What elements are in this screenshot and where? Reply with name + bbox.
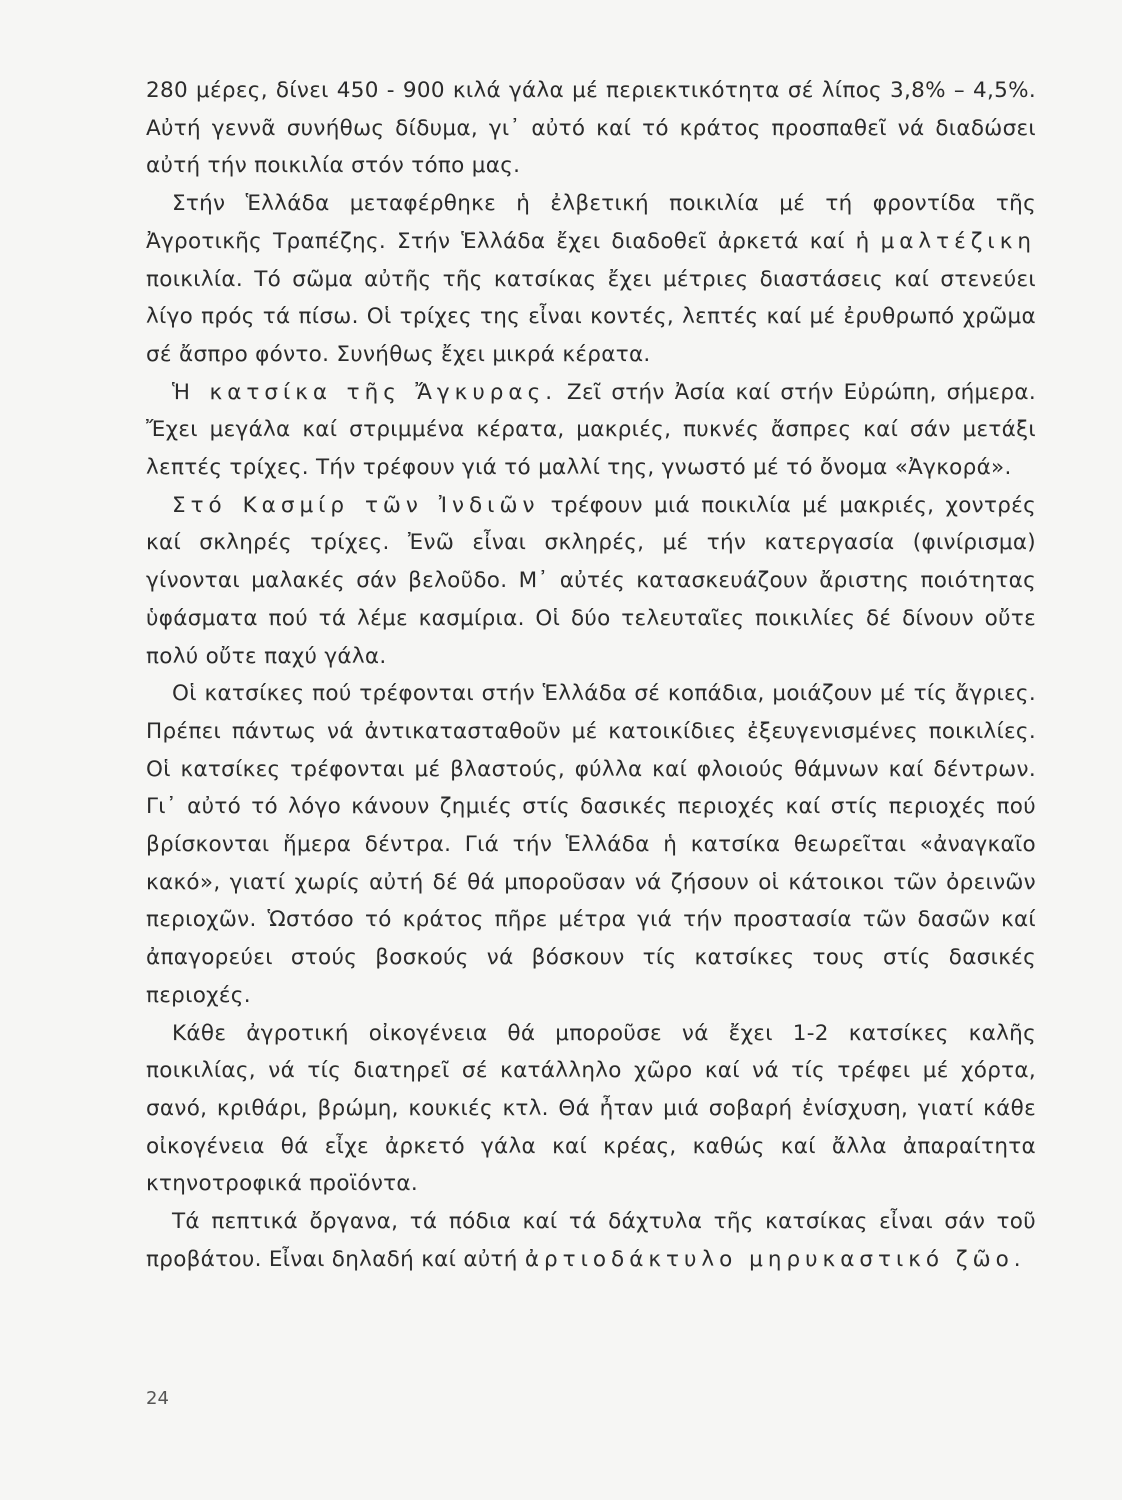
paragraph-7-text: Τά πεπτικά ὄργανα, τά πόδια καί τά δάχτυλα τῆς κατσίκας εἶναι σάν τοῦ προβάτου. Εἶναι δηλαδή καί αὐτή: [146, 1209, 1036, 1272]
paragraph-3: [146, 374, 1036, 487]
heading-kashmir: Στό Κασμίρ τῶν Ἰνδιῶν: [172, 492, 540, 518]
heading-ankara-goat: Ἡ κατσίκα τῆς Ἄγκυρας.: [172, 379, 558, 405]
paragraph-4-text: τρέφουν μιά ποικιλία μέ μακριές, χοντρές καί σκληρές τρίχες. Ἐνῶ εἶναι σκληρές, μέ τήν κατεργασία (φινίρισμα) γίνονται μαλακές σάν βελοῦδο. Μ᾽ αὐτές κατασκευάζουν ἄριστης ποιότητας ὑφάσματα πού τά λέμε κασμίρια. Οἱ δύο τελευταῖες ποικιλίες δέ δίνουν οὔτε πολύ οὔτε παχύ γάλα.: [146, 492, 1037, 669]
paragraph-5-text: Οἱ κατσίκες πού τρέφονται στήν Ἑλλάδα σέ κοπάδια, μοιάζουν μέ τίς ἄγριες. Πρέπει πάντως νά ἀντικατασταθοῦν μέ κατοικίδιες ἐξευγενισμένες ποικιλίες. Οἱ κατσίκες τρέφονται μέ βλαστούς, φύλλα καί φλοιούς θάμνων καί δέντρων. Γι᾽ αὐτό τό λόγο κάνουν ζημιές στίς δασικές περιοχές καί στίς περιοχές πού βρίσκονται ἥμερα δέντρα. Γιά τήν Ἑλλάδα ἡ κατσίκα θεωρεῖται «ἀναγκαῖο κακό», γιατί χωρίς αὐτή δέ θά μποροῦσαν νά ζήσουν οἱ κάτοικοι τῶν ὀρεινῶν περιοχῶν. Ὡστόσο τό κράτος πῆρε μέτρα γιά τήν προστασία τῶν δασῶν καί ἀπαγορεύει στούς βοσκούς νά βόσκουν τίς κατσίκες τους στίς δασικές περιοχές.: [146, 681, 1036, 1008]
paragraph-1: [146, 72, 1036, 185]
paragraph-6: [146, 1015, 1036, 1204]
paragraph-2-text-b: ποικιλία. Τό σῶμα αὐτῆς τῆς κατσίκας ἔχει μέτριες διαστάσεις καί στενεύει λίγο πρός τά πίσω. Οἱ τρίχες της εἶναι κοντές, λεπτές καί μέ ἐρυθρωπό χρῶμα σέ ἄσπρο φόντο. Συνήθως ἔχει μικρά κέρατα.: [146, 266, 1036, 367]
term-maltese: μαλτέζικη: [880, 228, 1036, 254]
page-number: 24: [146, 1388, 169, 1409]
paragraph-7: [146, 1203, 1036, 1278]
paragraph-5: [146, 675, 1036, 1014]
paragraph-2: [146, 185, 1036, 374]
paragraph-2-text-a: Στήν Ἑλλάδα μεταφέρθηκε ἡ ἐλβετική ποικιλία μέ τή φροντίδα τῆς Ἀγροτικῆς Τραπέζης. Στήν Ἑλλάδα ἔχει διαδοθεῖ ἀρκετά καί ἡ: [146, 191, 1036, 254]
paragraph-6-text: Κάθε ἀγροτική οἰκογένεια θά μποροῦσε νά ἔχει 1-2 κατσίκες καλῆς ποικιλίας, νά τίς διατηρεῖ σέ κατάλληλο χῶρο καί νά τίς τρέφει μέ χόρτα, σανό, κριθάρι, βρώμη, κουκιές κτλ. Θά ἦταν μιά σοβαρή ἐνίσχυση, γιατί κάθε οἰκογένεια θά εἶχε ἀρκετό γάλα καί κρέας, καθώς καί ἄλλα ἀπαραίτητα κτηνοτροφικά προϊόντα.: [146, 1020, 1036, 1197]
text-body: [146, 72, 1036, 1279]
term-ruminant: ἀρτιοδάκτυλο μηρυκαστικό ζῶο.: [524, 1246, 1026, 1272]
paragraph-3-text: Ζεῖ στήν Ἀσία καί στήν Εὐρώπη, σήμερα. Ἔχει μεγάλα καί στριμμένα κέρατα, μακριές, πυκνές ἄσπρες καί σάν μετάξι λεπτές τρίχες. Τήν τρέφουν γιά τό μαλλί της, γνωστό μέ τό ὄνομα «Ἀγκορά».: [146, 379, 1036, 481]
paragraph-1-text: 280 μέρες, δίνει 450 - 900 κιλά γάλα μέ περιεκτικότητα σέ λίπος 3,8% – 4,5%. Αὐτή γεννᾶ συνήθως δίδυμα, γι᾽ αὐτό καί τό κράτος προσπαθεῖ νά διαδώσει αὐτή τήν ποικιλία στόν τόπο μας.: [146, 78, 1036, 179]
paragraph-4: [146, 487, 1036, 676]
